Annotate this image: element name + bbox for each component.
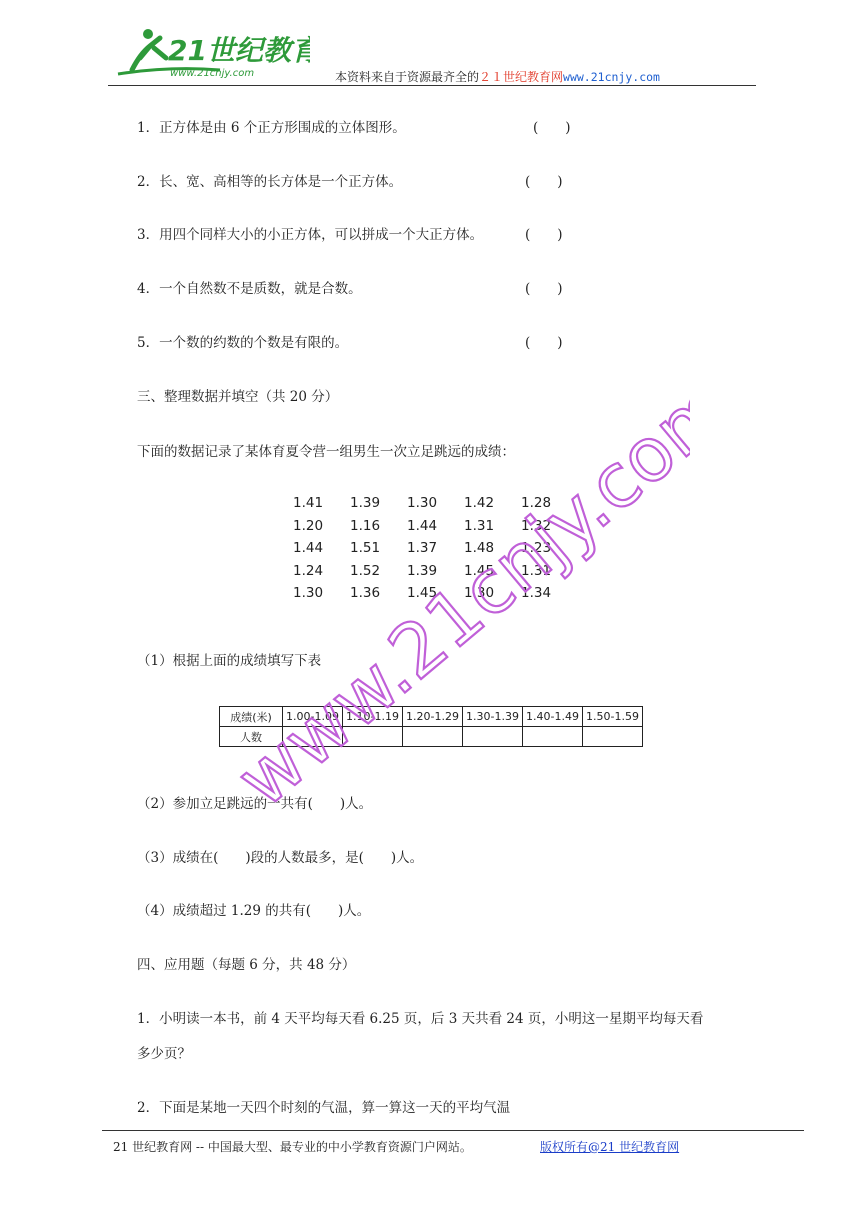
table-row — [220, 727, 643, 747]
jump-data-grid — [293, 492, 578, 605]
tagline-prefix: 本资料来自于资源最齐全的 — [335, 70, 480, 84]
data-value: 1.24 — [293, 562, 324, 579]
header-divider — [108, 85, 756, 86]
answer-paren-5[interactable]: ( ) — [525, 335, 563, 351]
table-header-cell: 成绩(米) — [220, 707, 283, 727]
answer-paren-1[interactable]: ( ) — [533, 120, 571, 136]
data-value: 1.44 — [293, 540, 324, 557]
data-value: 1.45 — [407, 585, 438, 602]
data-row — [293, 537, 578, 560]
data-value: 1.31 — [464, 517, 495, 534]
data-row — [293, 560, 578, 583]
data-value: 1.32 — [521, 517, 552, 534]
judgement-item-2: 2．长、宽、高相等的长方体是一个正方体。 — [137, 174, 403, 190]
data-value: 1.23 — [521, 540, 552, 557]
data-value: 1.48 — [464, 540, 495, 557]
data-value: 1.39 — [350, 495, 381, 512]
data-row — [293, 492, 578, 515]
logo-text: 21世纪教育 — [168, 34, 310, 67]
tagline-url[interactable]: www.21cnjy.com — [563, 70, 660, 84]
footer-text: 21 世纪教育网 -- 中国最大型、最专业的中小学教育资源门户网站。 — [113, 1140, 472, 1154]
table-header-cell: 1.20-1.29 — [403, 707, 463, 727]
table-input-cell[interactable] — [583, 727, 643, 747]
data-value: 1.30 — [464, 585, 495, 602]
data-value: 1.34 — [521, 585, 552, 602]
table-input-cell[interactable] — [343, 727, 403, 747]
problem-2: 2．下面是某地一天四个时刻的气温，算一算这一天的平均气温 — [137, 1100, 511, 1116]
judgement-item-3: 3．用四个同样大小的小正方体，可以拼成一个大正方体。 — [137, 227, 484, 243]
table-row-label: 人数 — [220, 727, 283, 747]
data-value: 1.30 — [407, 495, 438, 512]
data-value: 1.44 — [407, 517, 438, 534]
sub-question-4: （4）成绩超过 1.29 的共有( )人。 — [137, 903, 371, 919]
data-value: 1.45 — [464, 562, 495, 579]
judgement-item-5: 5．一个数的约数的个数是有限的。 — [137, 335, 349, 351]
judgement-item-4: 4．一个自然数不是质数，就是合数。 — [137, 281, 362, 297]
watermark-text: www.21cnjy.com — [221, 390, 690, 820]
data-value: 1.39 — [407, 562, 438, 579]
sub-question-1: （1）根据上面的成绩填写下表 — [137, 653, 322, 669]
logo-graphic — [110, 18, 310, 80]
data-value: 1.16 — [350, 517, 381, 534]
tagline-brand[interactable]: ２１世纪教育网 — [479, 70, 564, 84]
data-value: 1.31 — [521, 562, 552, 579]
data-value: 1.20 — [293, 517, 324, 534]
section-4-title: 四、应用题（每题 6 分，共 48 分） — [137, 957, 356, 973]
table-input-cell[interactable] — [523, 727, 583, 747]
copyright-link[interactable]: 版权所有@21 世纪教育网 — [540, 1140, 680, 1154]
table-header-cell: 1.50-1.59 — [583, 707, 643, 727]
problem-1-line-1: 1．小明读一本书，前 4 天平均每天看 6.25 页，后 3 天共看 24 页，小明这一星期平均每天看 — [137, 1011, 704, 1027]
data-value: 1.42 — [464, 495, 495, 512]
score-table-wrap — [219, 706, 643, 747]
section-3-intro: 下面的数据记录了某体育夏令营一组男生一次立足跳远的成绩： — [137, 444, 515, 460]
table-header-cell: 1.00-1.09 — [283, 707, 343, 727]
answer-paren-4[interactable]: ( ) — [525, 281, 563, 297]
site-logo — [110, 18, 310, 80]
data-value: 1.52 — [350, 562, 381, 579]
judgement-item-1: 1．正方体是由 6 个正方形围成的立体图形。 — [137, 120, 406, 136]
table-header-cell: 1.30-1.39 — [463, 707, 523, 727]
table-input-cell[interactable] — [463, 727, 523, 747]
data-value: 1.30 — [293, 585, 324, 602]
table-header-row — [220, 707, 643, 727]
logo-url: www.21cnjy.com — [170, 68, 255, 79]
table-input-cell[interactable] — [283, 727, 343, 747]
table-header-cell: 1.40-1.49 — [523, 707, 583, 727]
sub-question-2: （2）参加立足跳远的一共有( )人。 — [137, 796, 373, 812]
header-tagline — [335, 68, 660, 85]
data-row — [293, 515, 578, 538]
data-value: 1.36 — [350, 585, 381, 602]
answer-paren-2[interactable]: ( ) — [525, 174, 563, 190]
answer-paren-3[interactable]: ( ) — [525, 227, 563, 243]
data-value: 1.28 — [521, 495, 552, 512]
table-header-cell: 1.10-1.19 — [343, 707, 403, 727]
table-input-cell[interactable] — [403, 727, 463, 747]
data-value: 1.37 — [407, 540, 438, 557]
footer-divider — [102, 1130, 804, 1131]
data-value: 1.41 — [293, 495, 324, 512]
section-3-title: 三、整理数据并填空（共 20 分） — [137, 389, 339, 405]
score-table — [219, 706, 643, 747]
problem-1-line-2: 多少页？ — [137, 1046, 191, 1062]
data-value: 1.51 — [350, 540, 381, 557]
sub-question-3: （3）成绩在( )段的人数最多，是( )人。 — [137, 850, 424, 866]
data-row — [293, 582, 578, 605]
